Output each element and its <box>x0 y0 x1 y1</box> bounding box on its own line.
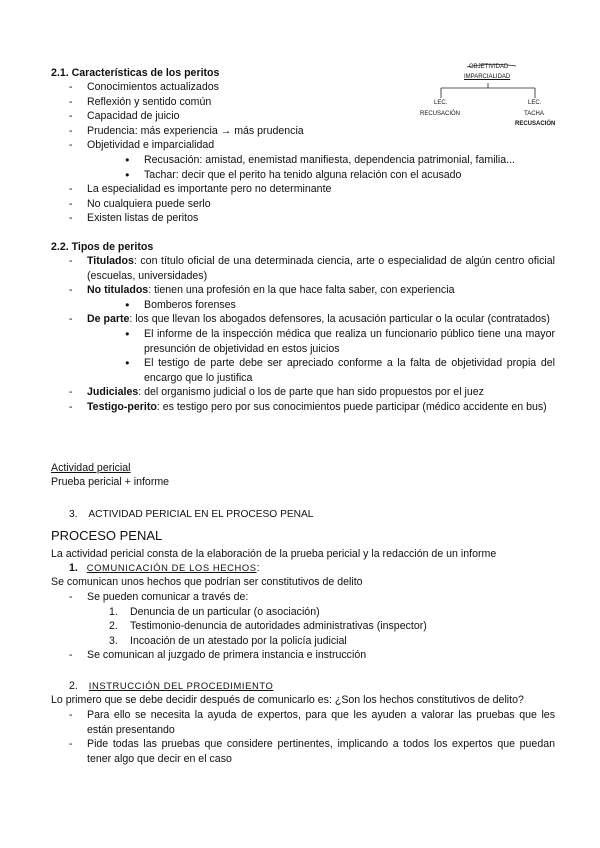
term: Testigo-perito <box>87 400 157 413</box>
diagram-top-label-2: IMPARCIALIDAD <box>464 74 511 80</box>
sub-item: ● Bomberos forenses <box>87 298 555 313</box>
sub-item: ● El testigo de parte debe ser apreciado conforme a la falta de objetividad propia del encargo que lo justifica <box>87 356 555 385</box>
diagram-right-label-3: RECUSACIÓN <box>515 121 556 127</box>
step-2-number: 2. <box>69 680 78 692</box>
list-item <box>65 138 555 182</box>
step-1-text: Se comunican unos hechos que podrían ser constitutivos de delito <box>51 576 363 588</box>
item-number: 2. <box>109 620 118 633</box>
item-number: 3. <box>109 634 118 647</box>
step-1-list <box>65 590 555 663</box>
list-item: - No cualquiera puede serlo <box>65 197 555 212</box>
actividad-label: Actividad pericial <box>51 462 131 474</box>
item-text: Incoación de un atestado por la policía judicial <box>130 634 347 647</box>
numbered-list <box>87 605 555 649</box>
proceso-penal-title: PROCESO PENAL <box>51 528 163 543</box>
step-2-text: Lo primero que se debe decidir después de comunicarlo es: ¿Son los hechos constitutivos de delito? <box>51 694 524 706</box>
definition: : tienen una profesión en la que hace falta saber, con experiencia <box>148 284 455 297</box>
list-item <box>65 385 555 400</box>
objectivity-diagram <box>412 58 572 136</box>
definition: : es testigo pero por sus conocimientos puede participar (médico accidente en bus) <box>156 400 547 413</box>
section-3-heading <box>69 508 313 523</box>
step-2-title: INSTRUCCIÓN DEL PROCEDIMIENTO <box>88 680 274 691</box>
step-2-list <box>65 708 555 766</box>
list-item: - La especialidad es importante pero no determinante <box>65 182 555 197</box>
section-2-1-title: 2.1. Características de los peritos <box>51 67 220 79</box>
sub-item: ● Tachar: decir que el perito ha tenido alguna relación con el acusado <box>87 168 555 183</box>
diagram-top-label-1: OBJETIVIDAD <box>469 64 509 70</box>
step-1-heading <box>69 561 260 576</box>
item-text: Denuncia de un particular (o asociación) <box>130 605 320 618</box>
list-item <box>65 283 555 312</box>
numbered-item <box>87 605 555 620</box>
list-item-text: Se pueden comunicar a través de: <box>87 591 249 603</box>
section-2-2-list <box>65 254 555 415</box>
diagram-left-label-1: LEC. <box>434 100 448 106</box>
diagram-right-label-1: LEC. <box>528 100 542 106</box>
sub-item: ● Recusación: amistad, enemistad manifiesta, dependencia patrimonial, familia... <box>87 153 555 168</box>
list-item: - Para ello se necesita la ayuda de expertos, para que les ayuden a valorar las pruebas que les están presentando <box>65 708 555 737</box>
list-item <box>65 254 555 283</box>
term: De parte <box>87 313 130 326</box>
list-item <box>65 590 555 648</box>
numbered-item <box>87 634 555 649</box>
term: Judiciales <box>87 386 139 399</box>
list-item <box>65 400 555 415</box>
item-text: Testimonio-denuncia de autoridades administrativas (inspector) <box>130 620 427 633</box>
diagram-right-label-2: TACHA <box>524 111 544 117</box>
section-2-2-title: 2.2. Tipos de peritos <box>51 241 154 253</box>
step-1-number: 1. <box>69 562 78 574</box>
section-3-intro: La actividad pericial consta de la elaboración de la prueba pericial y la redacción de un informe <box>51 548 497 560</box>
list-item: - Pide todas las pruebas que considere pertinentes, implicando a todos los expertos que puedan tener algo que decir en el caso <box>65 737 555 766</box>
step-1-title: COMUNICACIÓN DE LOS HECHOS <box>86 562 257 573</box>
list-item: - Conocimientos actualizados <box>65 80 555 95</box>
sub-item: ● El informe de la inspección médica que realiza un funcionario público tiene una mayor presunción de objetividad en estos juicios <box>87 327 555 356</box>
list-item: - Capacidad de juicio <box>65 109 555 124</box>
item-number: 1. <box>109 605 118 618</box>
term: Titulados <box>87 255 134 267</box>
step-1-colon: : <box>256 562 260 574</box>
sub-list <box>87 327 555 385</box>
actividad-formula: Prueba pericial + informe <box>51 476 170 488</box>
definition: : con título oficial de una determinada ciencia, arte o especialidad de algún centro oficial (escuelas, universidades) <box>87 255 555 282</box>
definition: : del organismo judicial o los de parte que han sido propuestos por el juez <box>138 386 484 399</box>
sub-list <box>87 153 555 182</box>
list-item: - Se comunican al juzgado de primera instancia e instrucción <box>65 648 555 663</box>
definition: : los que llevan los abogados defensores, la acusación particular o la ocular (contratados) <box>129 313 550 326</box>
list-item-text: Objetividad e imparcialidad <box>87 139 215 152</box>
list-item: - Existen listas de peritos <box>65 211 555 226</box>
section-3-number: 3. <box>69 509 78 520</box>
list-item: - Prudencia: más experiencia → más prudencia <box>65 124 555 139</box>
list-item <box>65 312 555 385</box>
section-3-title: ACTIVIDAD PERICIAL EN EL PROCESO PENAL <box>88 509 314 520</box>
term: No titulados <box>87 284 149 297</box>
step-2-heading <box>69 679 273 694</box>
list-item: - Reflexión y sentido común <box>65 95 555 110</box>
diagram-left-label-2: RECUSACIÓN <box>420 111 461 117</box>
sub-list <box>87 298 555 313</box>
numbered-item <box>87 619 555 634</box>
